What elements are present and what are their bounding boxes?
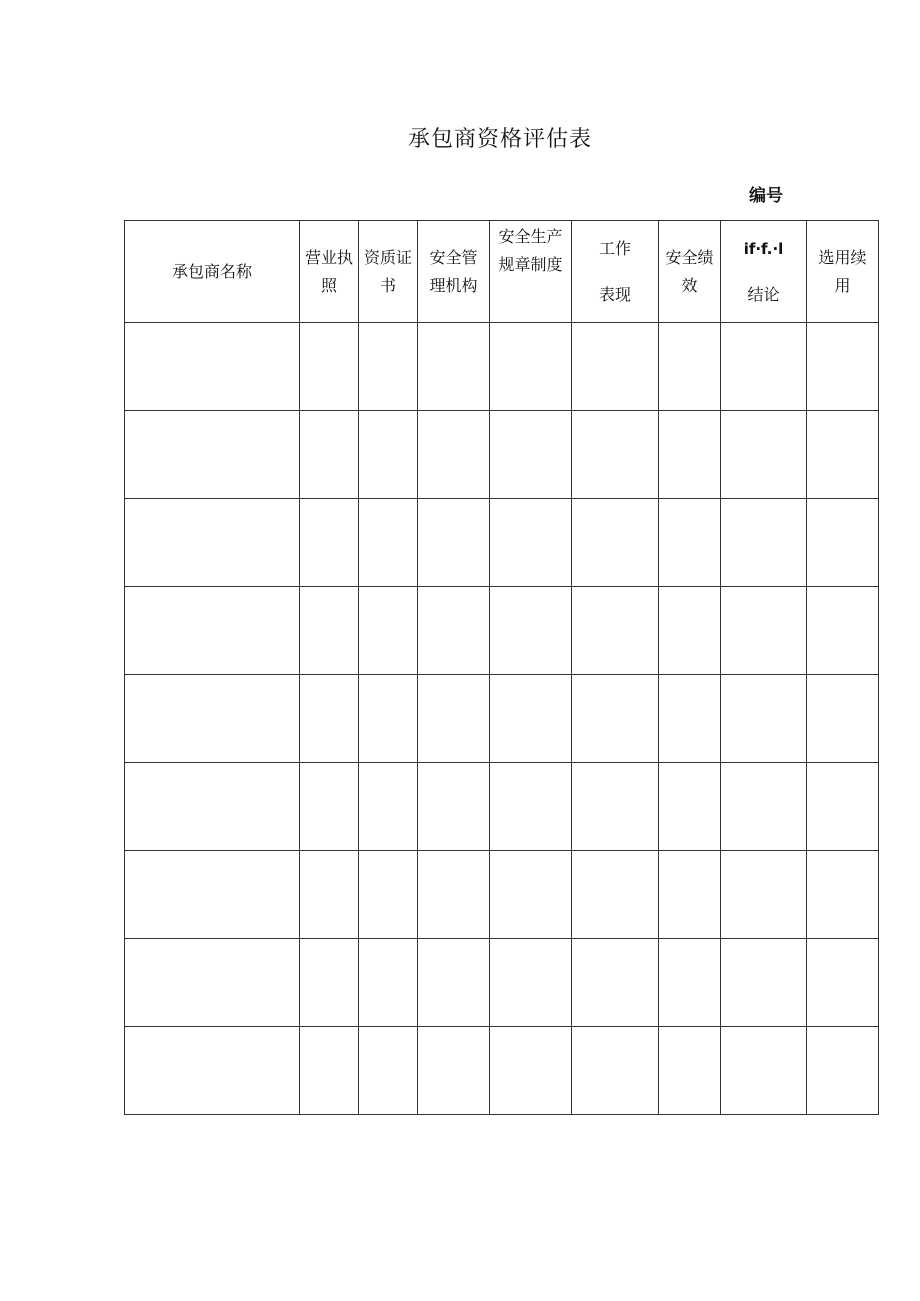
table-cell [300, 939, 359, 1027]
header-text: 书 [379, 275, 396, 295]
table-cell [572, 1027, 659, 1115]
table-cell [125, 1027, 300, 1115]
table-cell [572, 587, 659, 675]
table-row [125, 675, 879, 763]
header-safety-rules [490, 221, 572, 323]
table-row [125, 763, 879, 851]
table-cell [807, 587, 879, 675]
table-cell [721, 1027, 807, 1115]
table-cell [572, 675, 659, 763]
table-cell [125, 939, 300, 1027]
table-cell [125, 323, 300, 411]
table-cell [418, 763, 490, 851]
table-row [125, 1027, 879, 1115]
page-title: 承包商资格评估表 [407, 127, 592, 152]
table-cell [721, 851, 807, 939]
header-safety-performance [659, 221, 721, 323]
table-cell [125, 851, 300, 939]
table-row [125, 939, 879, 1027]
table-cell [721, 323, 807, 411]
table-cell [300, 587, 359, 675]
serial-number-label: 编号 [749, 186, 783, 206]
header-work-performance [572, 221, 659, 323]
table-cell [659, 851, 721, 939]
header-text: 结论 [747, 284, 780, 304]
header-safety-org [418, 221, 490, 323]
table-cell [418, 1027, 490, 1115]
table-cell [490, 1027, 572, 1115]
table-cell [300, 675, 359, 763]
table-body [125, 323, 879, 1115]
table-cell [659, 1027, 721, 1115]
table-cell [659, 323, 721, 411]
table-cell [300, 763, 359, 851]
table-cell [659, 411, 721, 499]
table-cell [659, 587, 721, 675]
table-cell [807, 499, 879, 587]
table-cell [418, 499, 490, 587]
table-row [125, 323, 879, 411]
header-conclusion [721, 221, 807, 323]
header-text: 安全生产 [498, 227, 563, 246]
table-cell [807, 675, 879, 763]
table-cell [359, 323, 418, 411]
assessment-table [124, 220, 879, 1115]
header-text: if·f.·l [743, 239, 784, 258]
table-cell [125, 763, 300, 851]
table-cell [721, 411, 807, 499]
table-cell [807, 323, 879, 411]
table-cell [490, 939, 572, 1027]
table-cell [418, 587, 490, 675]
table-cell [807, 411, 879, 499]
table-cell [721, 499, 807, 587]
table-cell [659, 763, 721, 851]
table-cell [125, 675, 300, 763]
table-cell [418, 323, 490, 411]
header-text: 理机构 [429, 275, 478, 295]
header-text: 工作 [598, 238, 631, 258]
header-text: 照 [320, 275, 337, 295]
table-cell [418, 411, 490, 499]
header-text: 规章制度 [498, 255, 563, 274]
table-cell [359, 851, 418, 939]
table-cell [359, 587, 418, 675]
header-qualification-cert [359, 221, 418, 323]
table-cell [572, 851, 659, 939]
table-cell [300, 323, 359, 411]
table-cell [721, 587, 807, 675]
header-business-license [300, 221, 359, 323]
header-text: 营业执 [304, 247, 353, 267]
table-cell [300, 411, 359, 499]
header-text: 用 [834, 275, 851, 295]
table-cell [300, 499, 359, 587]
header-text: 效 [681, 275, 698, 295]
header-selection [807, 221, 879, 323]
table-cell [490, 411, 572, 499]
header-text: 资质证 [363, 247, 412, 267]
table-cell [721, 675, 807, 763]
table-cell [490, 675, 572, 763]
table-cell [418, 939, 490, 1027]
table-cell [572, 323, 659, 411]
table-cell [721, 939, 807, 1027]
table-row [125, 499, 879, 587]
table-cell [300, 1027, 359, 1115]
table-cell [359, 675, 418, 763]
table-cell [418, 851, 490, 939]
table-cell [125, 587, 300, 675]
table-header-row [125, 221, 879, 323]
header-text: 安全管 [429, 247, 478, 267]
table-cell [359, 499, 418, 587]
table-cell [300, 851, 359, 939]
table-cell [572, 411, 659, 499]
table-cell [721, 763, 807, 851]
table-cell [490, 499, 572, 587]
table-cell [659, 675, 721, 763]
table-cell [490, 763, 572, 851]
header-text: 承包商名称 [171, 261, 252, 281]
table-cell [807, 763, 879, 851]
table-row [125, 411, 879, 499]
table-cell [490, 587, 572, 675]
table-cell [359, 939, 418, 1027]
header-contractor-name [125, 221, 300, 323]
table-cell [572, 939, 659, 1027]
table-cell [125, 411, 300, 499]
table-cell [807, 939, 879, 1027]
header-text: 表现 [598, 284, 631, 304]
table-cell [572, 499, 659, 587]
table-cell [659, 939, 721, 1027]
table-cell [125, 499, 300, 587]
table-cell [359, 1027, 418, 1115]
table-row [125, 587, 879, 675]
table-cell [490, 323, 572, 411]
table-row [125, 851, 879, 939]
table-cell [659, 499, 721, 587]
table-cell [807, 1027, 879, 1115]
table-cell [359, 411, 418, 499]
table-cell [572, 763, 659, 851]
table-cell [807, 851, 879, 939]
table-cell [490, 851, 572, 939]
table-cell [418, 675, 490, 763]
header-text: 选用续 [818, 247, 867, 267]
table-cell [359, 763, 418, 851]
header-text: 安全绩 [665, 247, 714, 267]
